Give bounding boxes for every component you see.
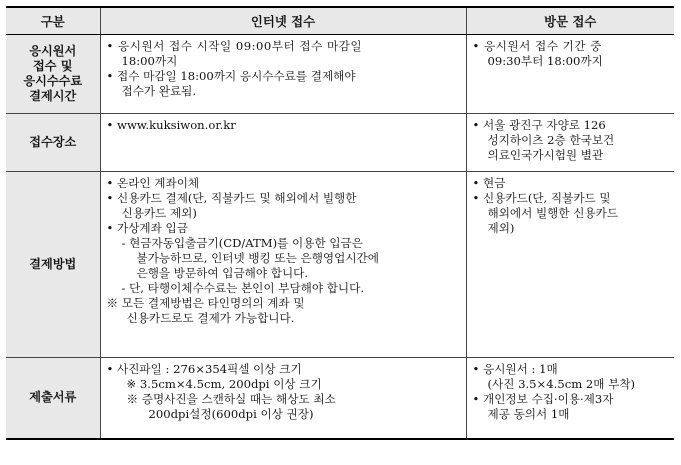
internet-schedule-cell [100, 35, 466, 114]
table-row-payment [6, 172, 674, 358]
cell-line: • 응시원서 : 1매 [472, 362, 558, 376]
cell-line: - 현금자동입출금기(CD/ATM)를 이용한 입금은 [121, 236, 363, 250]
visit-schedule-cell [466, 35, 674, 114]
row-label-payment [6, 172, 100, 358]
cell-line: 의료인국가시험원 별관 [487, 148, 604, 162]
cell-line: ※ 모든 결제방법은 타인명의의 계좌 및 [106, 296, 305, 310]
cell-line: 09:30부터 18:00까지 [487, 54, 603, 68]
row-label-line: 결제시간 [29, 89, 77, 103]
cell-line: 제외) [487, 221, 515, 235]
cell-line: • 응시원서 접수 시작일 09:00부터 접수 마감일 [106, 39, 363, 53]
cell-line: • 사진파일 : 276×354픽셀 이상 크기 [106, 362, 302, 376]
row-label-line: 접수 및 [32, 59, 73, 73]
row-label-documents [6, 358, 100, 439]
cell-line: 제공 동의서 1매 [487, 407, 570, 421]
cell-line: 18:00까지 [121, 54, 178, 68]
cell-line: • 가상계좌 입금 [106, 221, 188, 235]
internet-payment-cell [100, 172, 466, 358]
header-internet: 인터넷 접수 [100, 7, 466, 35]
cell-line: • 신용카드 결제(단, 직불카드 및 해외에서 빌행한 [106, 191, 357, 205]
internet-location-cell [100, 114, 466, 172]
row-label-line: 응시원서 [29, 44, 77, 58]
cell-line: • 접수 마감일 18:00까지 응시수수료를 결제해야 [106, 69, 356, 83]
table-header [6, 7, 674, 35]
cell-line: 200dpi설정(600dpi 이상 권장) [148, 407, 314, 421]
application-info-sheet [6, 6, 674, 458]
cell-line: - 단, 타행이체수수료는 본인이 부담해야 합니다. [121, 281, 365, 295]
visit-location-cell [466, 114, 674, 172]
header-visit: 방문 접수 [466, 7, 674, 35]
cell-line: 은행을 방문하여 입금해야 합니다. [136, 266, 309, 280]
cell-line: • 응시원서 접수 기간 중 [472, 39, 602, 53]
row-label-schedule [6, 35, 100, 114]
table-row-location [6, 114, 674, 172]
row-label-line: 접수장소 [29, 135, 77, 149]
cell-line: 신용카드로도 결제가 가능합니다. [126, 311, 295, 325]
application-table [6, 6, 674, 440]
header-category: 구분 [6, 7, 100, 35]
table-row-documents [6, 358, 674, 439]
row-label-line: 응시수수료 [23, 74, 83, 88]
row-label-location [6, 114, 100, 172]
website-link[interactable]: • www.kuksiwon.or.kr [106, 118, 236, 132]
cell-line: • 서울 광진구 자양로 126 [472, 118, 606, 132]
row-label-line: 결제방법 [29, 257, 77, 271]
cell-line: ※ 3.5cm×4.5cm, 200dpi 이상 크기 [126, 377, 322, 391]
cell-line: (사진 3.5×4.5cm 2매 부착) [487, 377, 636, 391]
cell-line: • 개인정보 수집·이용·제3자 [472, 392, 614, 406]
cell-line: 접수가 완료됨. [121, 84, 197, 98]
cell-line: 해외에서 빌행한 신용카드 [487, 206, 619, 220]
cell-line: • 온라인 계좌이체 [106, 176, 200, 190]
cell-line: • 현금 [472, 176, 506, 190]
cell-line: 신용카드 제외) [121, 206, 197, 220]
cell-line: 불가능하므로, 인터넷 뱅킹 또는 은행영업시간에 [136, 251, 379, 265]
visit-payment-cell [466, 172, 674, 358]
cell-line: 성지하이츠 2층 한국보건 [487, 133, 615, 147]
table-row-schedule [6, 35, 674, 114]
cell-line: ※ 증명사진을 스캔하실 때는 해상도 최소 [126, 392, 336, 406]
cell-line: • 신용카드(단, 직불카드 및 [472, 191, 611, 205]
visit-documents-cell [466, 358, 674, 439]
row-label-line: 제출서류 [29, 390, 77, 405]
internet-documents-cell [100, 358, 466, 439]
